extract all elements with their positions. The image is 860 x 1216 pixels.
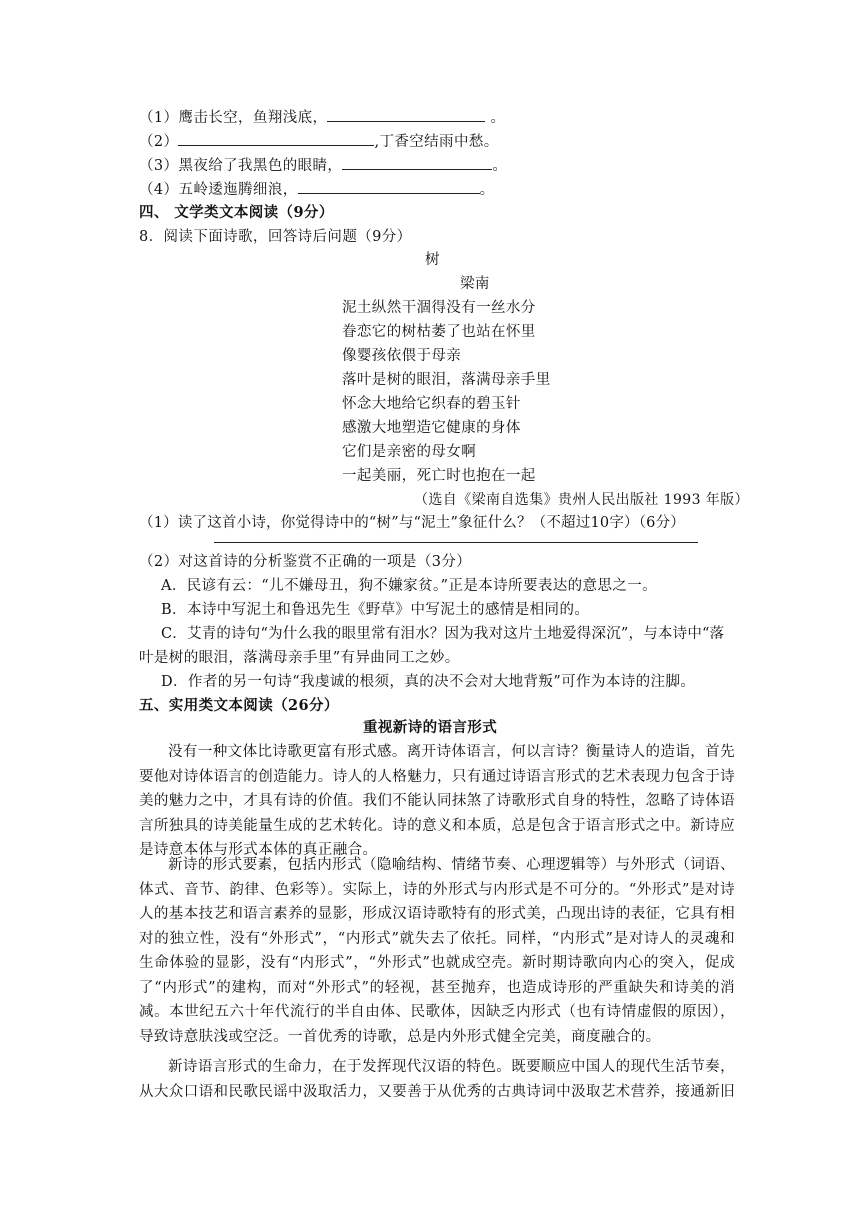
item-text: ,丁香空结雨中愁。 — [374, 134, 499, 150]
poem-line: 眷恋它的树枯萎了也站在怀里 — [342, 324, 536, 340]
section-heading: 四、 文学类文本阅读（9分） — [139, 204, 334, 221]
section-heading: 五、实用类文本阅读（26分） — [139, 697, 339, 714]
item-text: 五岭逶迤腾细浪， — [178, 182, 298, 198]
item-text: 鹰击长空，鱼翔浅底， — [178, 110, 328, 126]
article-title: 重视新诗的语言形式 — [363, 719, 498, 736]
item-number: （4） — [139, 182, 179, 198]
answer-blank[interactable] — [178, 131, 374, 146]
fill-in-item-2 — [139, 131, 499, 152]
item-number: （2） — [139, 134, 179, 150]
option-d[interactable]: D．作者的另一句诗“我虔诚的根须，真的决不会对大地背叛”可作为本诗的注脚。 — [161, 674, 696, 690]
item-text: 黑夜给了我黑色的眼睛， — [178, 158, 343, 174]
article-paragraph-1 — [139, 740, 735, 863]
question-intro: 8．阅读下面诗歌，回答诗后问题（9分） — [139, 229, 412, 245]
item-text: 。 — [485, 110, 506, 126]
article-paragraph-2 — [139, 853, 735, 1049]
answer-line[interactable] — [214, 542, 698, 543]
answer-blank[interactable] — [327, 107, 485, 122]
poem-line: 像婴孩依偎于母亲 — [342, 348, 462, 364]
poem-line: 感激大地塑造它健康的身体 — [342, 420, 521, 436]
option-c[interactable]: C．艾青的诗句“为什么我的眼里常有泪水？因为我对这片土地爱得深沉”，与本诗中“落 — [161, 626, 725, 642]
item-number: （3） — [139, 158, 179, 174]
poem-line: 一起美丽，死亡时也抱在一起 — [342, 468, 536, 484]
poem-author: 梁南 — [460, 276, 490, 292]
question-1: （1）读了这首小诗，你觉得诗中的“树”与“泥土”象征什么？（不超过10字）（6分） — [139, 515, 685, 531]
poem-line: 泥土纵然干涸得没有一丝水分 — [342, 300, 536, 316]
item-text: 。 — [492, 158, 508, 174]
question-2: （2）对这首诗的分析鉴赏不正确的一项是（3分） — [139, 554, 472, 570]
answer-blank[interactable] — [342, 155, 492, 170]
poem-line: 落叶是树的眼泪，落满母亲手里 — [342, 372, 551, 388]
fill-in-item-1 — [139, 107, 505, 128]
paragraph-text: 没有一种文体比诗歌更富有形式感。离开诗体语言，何以言诗？衡量诗人的造诣，首先要他对诗体语言的创造能力。诗人的人格魅力，只有通过诗语言形式的艺术表现力包含于诗美的魅力之中，才具有诗的价值。我们不能认同抹煞了诗歌形式自身的特性，忽略了诗体语言所独具的诗美能量生成的艺术转化。诗的意义和本质，总是包含于语言形式之中。新诗应是诗意本体与形式本体的真正融合。 — [139, 744, 735, 858]
poem-line: 怀念大地给它织春的碧玉针 — [342, 396, 521, 412]
item-number: （1） — [139, 110, 179, 126]
fill-in-item-3 — [139, 155, 507, 176]
option-c-continued: 叶是树的眼泪，落满母亲手里”有异曲同工之妙。 — [139, 650, 460, 666]
item-text: 。 — [479, 182, 495, 198]
option-b[interactable]: B．本诗中写泥土和鲁迅先生《野草》中写泥土的感情是相同的。 — [161, 602, 590, 618]
paragraph-text: 新诗语言形式的生命力，在于发挥现代汉语的特色。既要顺应中国人的现代生活节奏，从大众口语和民歌民谣中汲取活力，又要善于从优秀的古典诗词中汲取艺术营养，接通新旧 — [139, 1059, 735, 1100]
fill-in-item-4 — [139, 179, 495, 200]
answer-blank[interactable] — [298, 179, 480, 194]
paragraph-text: 新诗的形式要素，包括内形式（隐喻结构、情绪节奏、心理逻辑等）与外形式（词语、体式、音节、韵律、色彩等）。实际上，诗的外形式与内形式是不可分的。“外形式”是对诗人的基本技艺和语言素养的显影，形成汉语诗歌特有的形式美，凸现出诗的表征，它具有相对的独立性，没有“外形式”，“内形式”就失去了依托。同样，“内形式”是对诗人的灵魂和生命体验的显影，没有“内形式”，“外形式”也就成空壳。新时期诗歌向内心的突入，促成了“内形式”的建构，而对“外形式”的轻视，甚至抛弃，也造成诗形的严重缺失和诗美的消减。本世纪五六十年代流行的半自由体、民歌体，因缺乏内形式（也有诗情虚假的原因），导致诗意肤浅或空泛。一首优秀的诗歌，总是内外形式健全完美，商度融合的。 — [139, 857, 735, 1045]
poem-title: 树 — [425, 252, 440, 268]
poem-source: （选自《梁南自选集》贵州人民出版社 1993 年版） — [414, 492, 749, 508]
poem-line: 它们是亲密的母女啊 — [342, 444, 477, 460]
option-a[interactable]: A．民谚有云：“儿不嫌母丑，狗不嫌家贫。”正是本诗所要表达的意思之一。 — [161, 578, 658, 594]
article-paragraph-3 — [139, 1055, 735, 1104]
